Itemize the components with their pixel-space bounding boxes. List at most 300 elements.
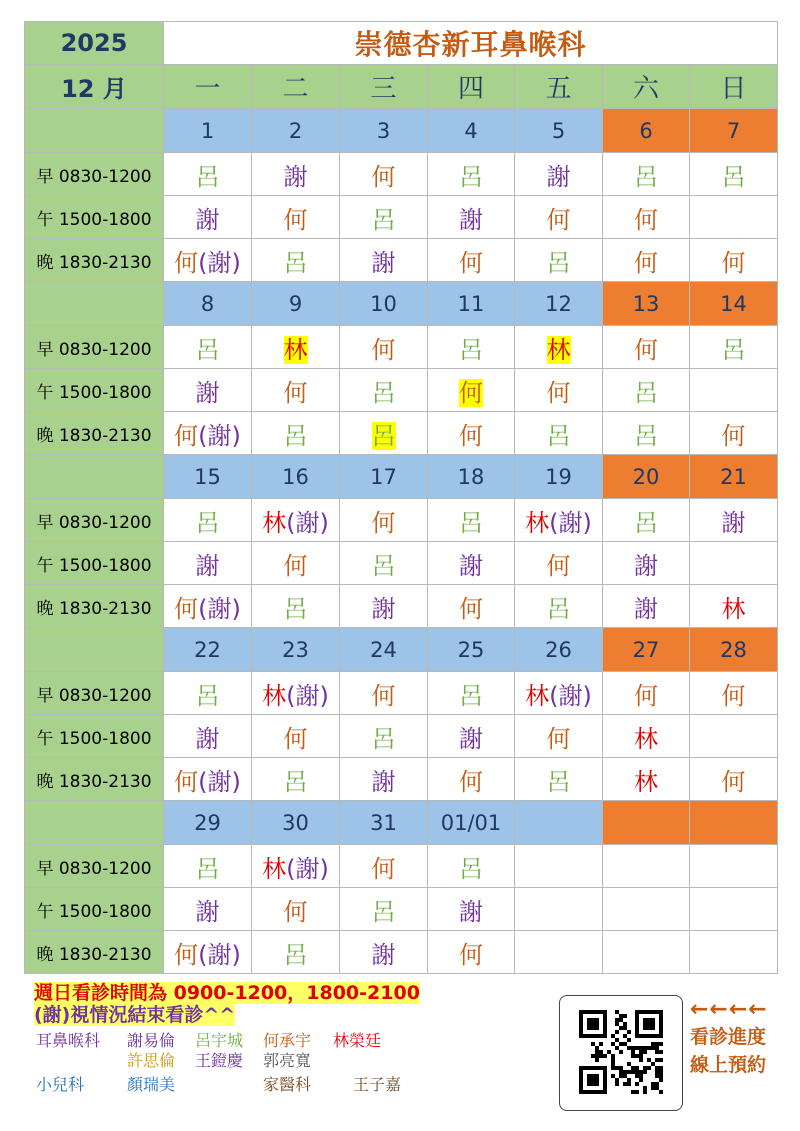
doctor-name: 何 <box>634 205 658 234</box>
doctor-cell <box>164 412 252 455</box>
doctor-cell <box>515 888 603 931</box>
date-cell: 18 <box>428 455 515 499</box>
doctor-name: 呂 <box>371 205 396 234</box>
doctor-cell <box>690 369 778 412</box>
doctor-name: 何 <box>371 162 396 191</box>
booking-link[interactable]: 線上預約 <box>690 1054 767 1076</box>
doctor-name: 呂 <box>195 854 220 883</box>
doctor-name: 呂 <box>371 421 396 450</box>
date-cell: 22 <box>164 628 252 672</box>
doctor-name: 呂 <box>195 335 220 364</box>
doctor-name: 何(謝) <box>174 421 241 450</box>
doctor-name: 呂 <box>634 508 658 537</box>
date-cell: 3 <box>340 109 428 153</box>
date-cell: 26 <box>515 628 603 672</box>
doctor-cell <box>428 585 515 628</box>
date-cell <box>690 801 778 845</box>
date-row-label-cell <box>25 628 164 672</box>
doctor-name: 呂 <box>721 335 746 364</box>
doctor-name: 何 <box>459 940 483 969</box>
doctor-name: 謝 <box>634 551 658 580</box>
doctor-name: 呂 <box>546 594 571 623</box>
doctor-cell <box>690 153 778 196</box>
doctor-he: 何承宇 <box>263 1031 312 1050</box>
date-cell: 19 <box>515 455 603 499</box>
doctor-cell <box>252 326 340 369</box>
doctor-name: 謝 <box>459 724 483 753</box>
doctor-cell <box>690 758 778 801</box>
time-label: 晚 1830-2130 <box>25 239 164 282</box>
doctor-cell <box>428 196 515 239</box>
doctor-cell <box>252 239 340 282</box>
doctor-cell <box>428 499 515 542</box>
doctor-cell <box>515 369 603 412</box>
doctor-name: 謝 <box>283 162 308 191</box>
doctor-cell <box>428 888 515 931</box>
date-cell: 1 <box>164 109 252 153</box>
doctor-cell <box>515 931 603 974</box>
doctor-name: 謝 <box>459 205 483 234</box>
week-date-row <box>25 109 778 153</box>
doctor-cell <box>252 672 340 715</box>
doctor-name: 呂 <box>546 421 571 450</box>
doctor-name: 何 <box>371 681 396 710</box>
family-label: 家醫科 <box>263 1075 312 1094</box>
date-cell: 30 <box>252 801 340 845</box>
doctor-name: 謝 <box>195 205 220 234</box>
doctor-name: 林 <box>634 767 658 796</box>
doctor-cell <box>164 326 252 369</box>
doctor-name: 謝 <box>459 551 483 580</box>
date-cell <box>603 801 690 845</box>
doctor-name: 何 <box>371 508 396 537</box>
doctor-name: 林(謝) <box>262 508 329 537</box>
doctor-cell <box>164 153 252 196</box>
time-label: 早 0830-1200 <box>25 499 164 542</box>
schedule-table <box>24 21 778 974</box>
doctor-name: 呂 <box>283 767 308 796</box>
doctor-name: 呂 <box>546 248 571 277</box>
doctor-hsu: 許思倫 <box>127 1051 176 1070</box>
doctor-name: 呂 <box>195 508 220 537</box>
doctor-name: 呂 <box>371 378 396 407</box>
date-cell: 4 <box>428 109 515 153</box>
doctor-wang-deng: 王鐙慶 <box>195 1051 244 1070</box>
doctor-cell <box>428 153 515 196</box>
time-label: 午 1500-1800 <box>25 196 164 239</box>
doctor-name: 謝 <box>371 248 396 277</box>
doctor-cell <box>428 845 515 888</box>
date-cell: 27 <box>603 628 690 672</box>
week-date-row <box>25 628 778 672</box>
doctor-cell <box>515 499 603 542</box>
doctor-name: 呂 <box>195 162 220 191</box>
date-cell: 21 <box>690 455 778 499</box>
doctor-name: 何 <box>634 335 658 364</box>
doctor-wang-zi: 王子嘉 <box>353 1075 402 1094</box>
date-cell: 01/01 <box>428 801 515 845</box>
doctor-cell <box>515 715 603 758</box>
doctor-cell <box>164 758 252 801</box>
doctor-xie: 謝易倫 <box>127 1031 176 1050</box>
date-row-label-cell <box>25 282 164 326</box>
doctor-name: 林(謝) <box>262 681 329 710</box>
doctor-cell <box>603 845 690 888</box>
clinic-title: 崇德杏新耳鼻喉科 <box>164 22 778 65</box>
doctor-cell <box>252 715 340 758</box>
notes <box>34 982 554 1026</box>
xie-note: (謝)視情況結束看診^^ <box>34 1004 236 1026</box>
qr-code-box[interactable] <box>559 995 683 1111</box>
date-cell: 11 <box>428 282 515 326</box>
doctor-name: 呂 <box>283 940 308 969</box>
doctor-name: 謝 <box>459 897 483 926</box>
doctor-name: 呂 <box>459 681 483 710</box>
date-cell: 7 <box>690 109 778 153</box>
doctor-cell <box>428 931 515 974</box>
doctor-name: 謝 <box>634 594 658 623</box>
doctor-cell <box>252 542 340 585</box>
date-cell: 8 <box>164 282 252 326</box>
doctor-yan: 顏瑞美 <box>127 1075 176 1094</box>
doctor-cell <box>164 542 252 585</box>
doctor-name: 何 <box>459 378 483 407</box>
doctor-name: 呂 <box>371 551 396 580</box>
doctor-cell <box>164 888 252 931</box>
doctor-name: 何 <box>546 551 571 580</box>
date-cell: 10 <box>340 282 428 326</box>
doctor-cell <box>603 542 690 585</box>
slot-row-morning <box>25 672 778 715</box>
doctor-name: 何 <box>283 378 308 407</box>
doctor-cell <box>340 758 428 801</box>
date-cell: 13 <box>603 282 690 326</box>
doctor-cell <box>340 239 428 282</box>
doctor-cell <box>340 845 428 888</box>
slot-row-evening <box>25 931 778 974</box>
date-row-label-cell <box>25 801 164 845</box>
doctor-cell <box>603 715 690 758</box>
time-label: 早 0830-1200 <box>25 153 164 196</box>
week-date-row <box>25 282 778 326</box>
doctor-cell <box>515 326 603 369</box>
doctor-lin: 林榮廷 <box>333 1031 382 1050</box>
doctor-guo: 郭亮寬 <box>263 1051 312 1070</box>
doctor-name: 呂 <box>634 421 658 450</box>
doctor-name: 呂 <box>283 594 308 623</box>
doctor-cell <box>428 412 515 455</box>
doctor-name: 何 <box>634 681 658 710</box>
time-label: 早 0830-1200 <box>25 672 164 715</box>
slot-row-afternoon <box>25 196 778 239</box>
date-cell: 23 <box>252 628 340 672</box>
slot-row-afternoon <box>25 542 778 585</box>
doctor-cell <box>164 931 252 974</box>
doctor-cell <box>603 758 690 801</box>
doctor-cell <box>252 153 340 196</box>
doctor-name: 何 <box>721 681 746 710</box>
doctor-cell <box>252 931 340 974</box>
arrow-left-icon: ←←←← <box>690 997 768 1022</box>
doctor-cell <box>603 931 690 974</box>
doctor-cell <box>690 239 778 282</box>
doctor-name: 何(謝) <box>174 594 241 623</box>
month-label: 12 月 <box>25 65 164 109</box>
doctor-name: 何(謝) <box>174 767 241 796</box>
doctor-cell <box>164 585 252 628</box>
doctor-cell <box>690 888 778 931</box>
doctor-cell <box>340 499 428 542</box>
doctor-cell <box>252 369 340 412</box>
doctor-name: 林(謝) <box>262 854 329 883</box>
doctor-name: 呂 <box>459 854 483 883</box>
weekday-thu: 四 <box>428 65 515 109</box>
doctor-cell <box>690 845 778 888</box>
doctor-name: 何 <box>721 767 746 796</box>
date-cell: 31 <box>340 801 428 845</box>
doctor-cell <box>428 542 515 585</box>
progress-link[interactable]: 看診進度 <box>690 1026 767 1048</box>
doctor-cell <box>603 585 690 628</box>
slot-row-afternoon <box>25 369 778 412</box>
doctor-cell <box>690 931 778 974</box>
doctor-cell <box>428 758 515 801</box>
doctor-name: 呂 <box>634 378 658 407</box>
doctor-cell <box>252 585 340 628</box>
time-label: 早 0830-1200 <box>25 326 164 369</box>
doctor-name: 呂 <box>195 681 220 710</box>
time-label: 晚 1830-2130 <box>25 758 164 801</box>
doctor-name: 呂 <box>459 335 483 364</box>
doctor-cell <box>164 369 252 412</box>
doctor-name: 何 <box>721 421 746 450</box>
slot-row-morning <box>25 153 778 196</box>
doctor-cell <box>340 888 428 931</box>
doctor-name: 呂 <box>371 724 396 753</box>
doctor-cell <box>164 499 252 542</box>
doctor-cell <box>515 758 603 801</box>
doctor-cell <box>515 412 603 455</box>
doctor-name: 呂 <box>459 508 483 537</box>
weekday-sun: 日 <box>690 65 778 109</box>
doctor-cell <box>515 153 603 196</box>
doctor-cell <box>340 369 428 412</box>
doctor-name: 何 <box>283 205 308 234</box>
doctor-cell <box>428 715 515 758</box>
doctor-cell <box>515 196 603 239</box>
doctor-cell <box>690 585 778 628</box>
time-label: 午 1500-1800 <box>25 542 164 585</box>
doctor-cell <box>164 196 252 239</box>
time-label: 晚 1830-2130 <box>25 931 164 974</box>
doctor-name: 何 <box>546 378 571 407</box>
doctor-cell <box>428 672 515 715</box>
date-cell: 25 <box>428 628 515 672</box>
slot-row-evening <box>25 412 778 455</box>
doctor-cell <box>164 239 252 282</box>
date-cell: 2 <box>252 109 340 153</box>
date-cell: 14 <box>690 282 778 326</box>
doctor-name: 呂 <box>634 162 658 191</box>
doctor-cell <box>603 326 690 369</box>
doctor-name: 何(謝) <box>174 940 241 969</box>
doctor-cell <box>603 369 690 412</box>
doctor-cell <box>690 715 778 758</box>
date-cell: 12 <box>515 282 603 326</box>
date-row-label-cell <box>25 455 164 499</box>
date-cell: 20 <box>603 455 690 499</box>
doctor-name: 呂 <box>546 767 571 796</box>
slot-row-morning <box>25 326 778 369</box>
doctor-name: 呂 <box>721 162 746 191</box>
doctor-cell <box>515 239 603 282</box>
doctor-name: 何 <box>634 248 658 277</box>
doctor-name: 謝 <box>546 162 571 191</box>
doctor-cell <box>340 931 428 974</box>
time-label: 午 1500-1800 <box>25 888 164 931</box>
doctor-name: 謝 <box>721 508 746 537</box>
ent-label: 耳鼻喉科 <box>36 1031 101 1050</box>
doctor-cell <box>340 326 428 369</box>
weekday-fri: 五 <box>515 65 603 109</box>
doctor-cell <box>690 542 778 585</box>
time-label: 午 1500-1800 <box>25 715 164 758</box>
time-label: 午 1500-1800 <box>25 369 164 412</box>
doctor-cell <box>515 845 603 888</box>
doctor-cell <box>340 672 428 715</box>
doctor-cell <box>690 326 778 369</box>
doctor-cell <box>164 672 252 715</box>
doctor-name: 呂 <box>371 897 396 926</box>
doctor-name: 何 <box>721 248 746 277</box>
sunday-hours-note: 週日看診時間為 0900-1200，1800-2100 <box>34 982 420 1004</box>
doctor-name: 謝 <box>195 551 220 580</box>
doctor-cell <box>340 153 428 196</box>
doctor-name: 何 <box>371 854 396 883</box>
date-cell: 17 <box>340 455 428 499</box>
doctor-name: 林 <box>546 335 571 364</box>
date-cell: 28 <box>690 628 778 672</box>
week-date-row <box>25 455 778 499</box>
doctor-cell <box>603 153 690 196</box>
time-label: 早 0830-1200 <box>25 845 164 888</box>
date-cell: 9 <box>252 282 340 326</box>
date-cell <box>515 801 603 845</box>
date-cell: 16 <box>252 455 340 499</box>
doctor-cell <box>428 326 515 369</box>
doctor-name: 呂 <box>283 248 308 277</box>
slot-row-morning <box>25 499 778 542</box>
doctor-name: 何 <box>459 594 483 623</box>
slot-row-evening <box>25 585 778 628</box>
doctor-name: 林(謝) <box>525 681 592 710</box>
doctor-cell <box>515 542 603 585</box>
doctor-cell <box>428 239 515 282</box>
doctor-name: 林(謝) <box>525 508 592 537</box>
doctor-cell <box>340 585 428 628</box>
doctor-cell <box>603 412 690 455</box>
doctor-cell <box>603 239 690 282</box>
doctor-cell <box>690 499 778 542</box>
date-cell: 24 <box>340 628 428 672</box>
date-row-label-cell <box>25 109 164 153</box>
doctor-cell <box>603 499 690 542</box>
doctor-name: 何 <box>283 724 308 753</box>
slot-row-afternoon <box>25 888 778 931</box>
doctor-name: 謝 <box>195 378 220 407</box>
doctor-lv: 呂宇城 <box>195 1031 244 1050</box>
slot-row-morning <box>25 845 778 888</box>
doctor-cell <box>603 888 690 931</box>
slot-row-afternoon <box>25 715 778 758</box>
doctor-name: 林 <box>634 724 658 753</box>
doctor-cell <box>252 196 340 239</box>
doctor-name: 謝 <box>371 594 396 623</box>
doctor-cell <box>515 672 603 715</box>
doctor-name: 何 <box>459 421 483 450</box>
doctor-name: 謝 <box>371 767 396 796</box>
doctor-name: 何 <box>283 551 308 580</box>
slot-row-evening <box>25 758 778 801</box>
weekday-mon: 一 <box>164 65 252 109</box>
qr-code-icon <box>579 1010 663 1094</box>
doctor-name: 呂 <box>283 421 308 450</box>
year-label: 2025 <box>25 22 164 65</box>
doctor-name: 林 <box>721 594 746 623</box>
doctor-name: 林 <box>283 335 308 364</box>
side-links <box>690 997 768 1079</box>
doctor-cell <box>340 196 428 239</box>
date-cell: 29 <box>164 801 252 845</box>
weekday-tue: 二 <box>252 65 340 109</box>
doctor-name: 何 <box>371 335 396 364</box>
doctor-cell <box>515 585 603 628</box>
doctor-name: 謝 <box>195 724 220 753</box>
doctor-name: 何 <box>459 248 483 277</box>
week-date-row <box>25 801 778 845</box>
doctor-name: 何 <box>283 897 308 926</box>
doctor-cell <box>252 845 340 888</box>
weekday-wed: 三 <box>340 65 428 109</box>
date-cell: 6 <box>603 109 690 153</box>
time-label: 晚 1830-2130 <box>25 412 164 455</box>
slot-row-evening <box>25 239 778 282</box>
doctor-cell <box>690 196 778 239</box>
doctor-cell <box>690 412 778 455</box>
doctor-name: 呂 <box>459 162 483 191</box>
time-label: 晚 1830-2130 <box>25 585 164 628</box>
doctor-cell <box>428 369 515 412</box>
doctor-cell <box>340 412 428 455</box>
doctor-cell <box>252 499 340 542</box>
date-cell: 15 <box>164 455 252 499</box>
date-cell: 5 <box>515 109 603 153</box>
doctor-cell <box>690 672 778 715</box>
doctor-name: 何 <box>459 767 483 796</box>
doctor-name: 謝 <box>371 940 396 969</box>
doctor-cell <box>252 758 340 801</box>
doctor-name: 謝 <box>195 897 220 926</box>
doctor-cell <box>164 715 252 758</box>
doctor-cell <box>164 845 252 888</box>
doctor-name: 何(謝) <box>174 248 241 277</box>
doctor-name: 何 <box>546 205 571 234</box>
weekday-sat: 六 <box>603 65 690 109</box>
doctor-cell <box>340 715 428 758</box>
doctor-cell <box>340 542 428 585</box>
doctor-cell <box>603 672 690 715</box>
doctor-name: 何 <box>546 724 571 753</box>
